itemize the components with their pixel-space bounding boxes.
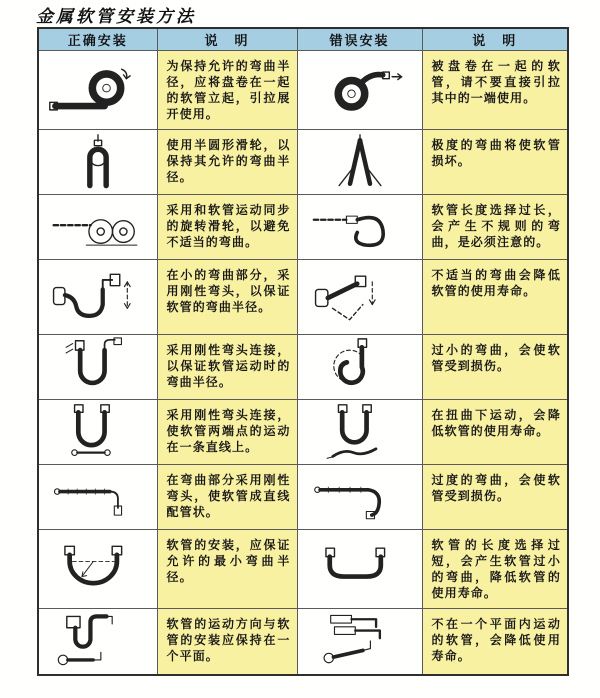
hose-over-pulley-icon	[48, 133, 148, 191]
coiled-hose-unrolled-icon	[46, 59, 150, 121]
wrong-description	[422, 608, 568, 675]
table-row	[38, 194, 568, 259]
table-row	[38, 50, 568, 129]
wrong-illustration-cell	[297, 529, 422, 608]
wrong-description	[422, 129, 568, 194]
too-short-hose-icon	[308, 538, 412, 600]
correct-description	[157, 608, 297, 675]
rigid-elbow-u-bend-icon	[46, 337, 150, 397]
wrong-description	[422, 50, 568, 129]
correct-description	[157, 464, 297, 529]
correct-description	[157, 129, 297, 194]
header-description-2: 说 明	[422, 28, 568, 50]
wrong-description	[422, 334, 568, 399]
correct-description	[157, 529, 297, 608]
table-row	[38, 399, 568, 464]
header-wrong-installation: 错误安装	[297, 28, 422, 50]
correct-illustration-cell	[38, 194, 157, 259]
wrong-description	[422, 194, 568, 259]
wrong-description	[422, 464, 568, 529]
table-row	[38, 334, 568, 399]
wrong-description-text: 软管的长度选择过短，会产生软管过小的弯曲，降低软管的使用寿命。	[431, 537, 561, 600]
correct-description-text: 使用半圆形滑轮，以保持其允许的弯曲半径。	[166, 137, 291, 184]
minimum-bend-radius-icon	[46, 538, 150, 600]
table-header-row	[38, 28, 568, 50]
correct-illustration-cell	[38, 259, 157, 334]
wrong-illustration-cell	[297, 464, 422, 529]
correct-illustration-cell	[38, 529, 157, 608]
overbent-pipe-icon	[308, 468, 412, 526]
wrong-description	[422, 529, 568, 608]
correct-description	[157, 194, 297, 259]
aligned-u-bend-icon	[46, 402, 150, 462]
wrong-description-text: 过度的弯曲，会使软管受到损伤。	[431, 472, 561, 503]
table-row	[38, 129, 568, 194]
wrong-illustration-cell	[297, 129, 422, 194]
wrong-illustration-cell	[297, 608, 422, 675]
table-row	[38, 529, 568, 608]
wrong-description-text: 在扭曲下运动，会降低软管的使用寿命。	[431, 407, 561, 438]
correct-description-text: 在小的弯曲部分，采用刚性弯头，以保证软管的弯曲半径。	[166, 267, 291, 314]
correct-illustration-cell	[38, 399, 157, 464]
wrong-description-text: 极度的弯曲将使软管损坏。	[431, 137, 561, 168]
wrong-description-text: 不适当的弯曲会降低软管的使用寿命。	[431, 267, 561, 298]
correct-description-text: 为保持允许的弯曲半径，应将盘卷在一起的软管立起，引拉展开使用。	[166, 58, 291, 121]
wrong-illustration-cell	[297, 259, 422, 334]
installation-method-table	[37, 27, 569, 676]
correct-description	[157, 50, 297, 129]
wrong-description	[422, 259, 568, 334]
correct-illustration-cell	[38, 334, 157, 399]
too-small-bend-icon	[308, 337, 412, 397]
twisted-u-bend-icon	[308, 402, 412, 462]
table-row	[38, 259, 568, 334]
wrong-illustration-cell	[297, 399, 422, 464]
correct-description-text: 采用和软管运动同步的旋转滑轮，以避免不适当的弯曲。	[166, 202, 291, 249]
different-plane-motion-icon	[308, 610, 412, 672]
rigid-elbow-small-bend-icon	[46, 265, 150, 329]
correct-description-text: 软管的运动方向与软管的安装应保持在一个平面。	[166, 616, 291, 663]
wrong-illustration-cell	[297, 334, 422, 399]
page-title: 金属软管安装方法	[36, 7, 196, 26]
wrong-description-text: 过小的弯曲，会使软管受到损伤。	[431, 342, 561, 373]
coiled-hose-pulled-icon	[308, 59, 412, 121]
correct-description	[157, 334, 297, 399]
correct-description-text: 采用刚性弯头连接，以保证软管运动时的弯曲半径。	[166, 342, 291, 389]
correct-description-text: 在弯曲部分采用刚性弯头，使软管成直线配管状。	[166, 472, 291, 519]
same-plane-motion-icon	[46, 610, 150, 672]
correct-description	[157, 399, 297, 464]
wrong-illustration-cell	[297, 50, 422, 129]
sharply-bent-hose-icon	[310, 133, 410, 191]
header-correct-installation: 正确安装	[38, 28, 157, 50]
correct-description-text: 采用刚性弯头连接，使软管两端点的运动在一条直线上。	[166, 407, 291, 454]
wrong-illustration-cell	[297, 194, 422, 259]
table-row	[38, 608, 568, 675]
wrong-description-text: 被盘卷在一起的软管，请不要直接引拉其中的一端使用。	[431, 58, 561, 105]
wrong-description-text: 软管长度选择过长，会产生不规则的弯曲，是必须注意的。	[431, 202, 561, 249]
overlong-hose-loop-icon	[308, 198, 412, 256]
correct-description-text: 软管的安装，应保证允许的最小弯曲半径。	[166, 537, 291, 584]
table-row	[38, 464, 568, 529]
wrong-description	[422, 399, 568, 464]
correct-description	[157, 259, 297, 334]
improper-bend-icon	[308, 265, 412, 329]
rotating-pulley-icon	[46, 198, 150, 256]
correct-illustration-cell	[38, 464, 157, 529]
straight-pipe-elbow-icon	[46, 468, 150, 526]
header-description-1: 说 明	[157, 28, 297, 50]
correct-illustration-cell	[38, 129, 157, 194]
wrong-description-text: 不在一个平面内运动的软管，会降低使用寿命。	[431, 616, 561, 663]
correct-illustration-cell	[38, 50, 157, 129]
correct-illustration-cell	[38, 608, 157, 675]
